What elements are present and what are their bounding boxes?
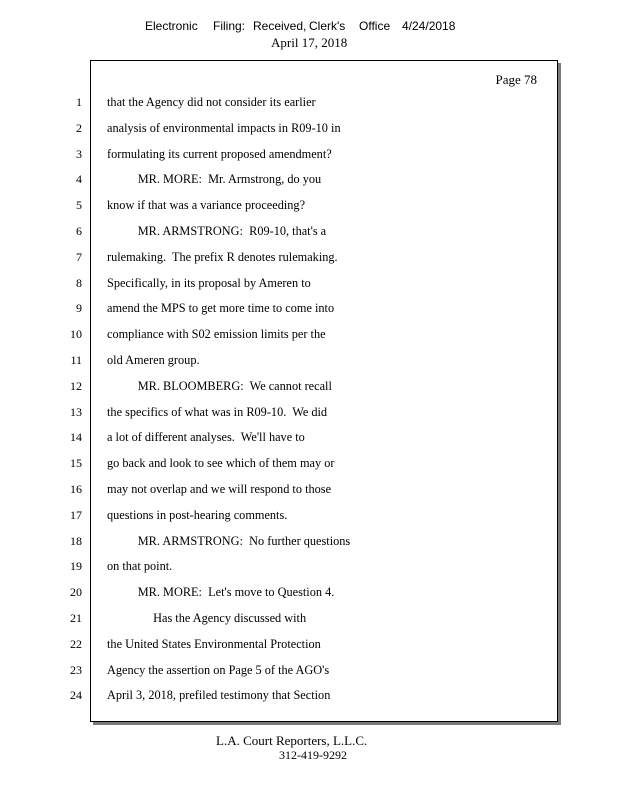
transcript-line: amend the MPS to get more time to come into	[107, 301, 335, 316]
line-number: 16	[70, 481, 82, 496]
line-number: 9	[76, 301, 82, 316]
transcript-line: rulemaking. The prefix R denotes rulemaking.	[107, 249, 338, 264]
stamp-word-date: 4/24/2018	[402, 19, 456, 33]
line-number: 4	[76, 172, 82, 187]
transcript-line: MR. ARMSTRONG: R09-10, that's a	[107, 223, 327, 238]
stamp-word-received: Received,	[253, 19, 307, 33]
line-number: 12	[70, 378, 82, 393]
transcript-line: Has the Agency discussed with	[107, 610, 307, 625]
court-reporter-phone: 312-419-9292	[279, 748, 347, 762]
transcript-line: MR. MORE: Let's move to Question 4.	[107, 585, 335, 600]
transcript-line: April 3, 2018, prefiled testimony that Section	[107, 688, 331, 703]
transcript-line: a lot of different analyses. We'll have to	[107, 430, 305, 445]
transcript-line: the United States Environmental Protection	[107, 636, 321, 651]
line-number: 7	[76, 249, 82, 264]
stamp-word-electronic: Electronic	[145, 19, 198, 33]
stamp-word-filing: Filing:	[213, 19, 246, 33]
transcript-line: on that point.	[107, 559, 173, 574]
line-number: 21	[70, 610, 82, 625]
hearing-date: April 17, 2018	[271, 35, 348, 50]
line-number: 22	[70, 636, 82, 651]
line-number: 15	[70, 456, 82, 471]
line-number: 23	[70, 662, 82, 677]
line-number: 19	[70, 559, 82, 574]
line-number: 3	[76, 146, 82, 161]
page-number: Page 78	[495, 72, 537, 87]
line-number: 1	[76, 95, 82, 109]
transcript-line: old Ameren group.	[107, 352, 200, 367]
line-number-column	[60, 93, 82, 712]
line-number: 24	[70, 688, 82, 703]
transcript-line: questions in post-hearing comments.	[107, 507, 288, 522]
stamp-word-office: Office	[359, 19, 391, 33]
transcript-line: may not overlap and we will respond to those	[107, 481, 332, 496]
transcript-line: that the Agency did not consider its earlier	[107, 95, 316, 109]
line-number: 2	[76, 120, 82, 135]
transcript-line: MR. MORE: Mr. Armstrong, do you	[107, 172, 322, 187]
transcript-line: the specifics of what was in R09-10. We did	[107, 404, 328, 419]
line-number: 11	[70, 352, 82, 367]
line-number: 14	[70, 430, 82, 445]
line-number: 13	[70, 404, 82, 419]
transcript-line: go back and look to see which of them may or	[107, 456, 335, 471]
transcript-line: MR. BLOOMBERG: We cannot recall	[107, 378, 332, 393]
line-number: 17	[70, 507, 82, 522]
transcript-line: analysis of environmental impacts in R09-10 in	[107, 120, 341, 135]
transcript-text	[107, 93, 547, 712]
transcript-line: Specifically, in its proposal by Ameren to	[107, 275, 311, 290]
line-number: 18	[70, 533, 82, 548]
transcript-line: formulating its current proposed amendment?	[107, 146, 332, 161]
court-reporter-name: L.A. Court Reporters, L.L.C.	[216, 733, 368, 748]
line-number: 6	[76, 223, 82, 238]
transcript-line: Agency the assertion on Page 5 of the AGO's	[107, 662, 330, 677]
line-number: 5	[76, 198, 82, 213]
transcript-line: MR. ARMSTRONG: No further questions	[107, 533, 351, 548]
stamp-word-clerks: Clerk's	[309, 19, 346, 33]
line-number: 10	[70, 327, 82, 342]
line-number: 8	[76, 275, 82, 290]
transcript-line: know if that was a variance proceeding?	[107, 198, 306, 213]
line-number: 20	[70, 585, 82, 600]
transcript-line: compliance with S02 emission limits per the	[107, 327, 326, 342]
